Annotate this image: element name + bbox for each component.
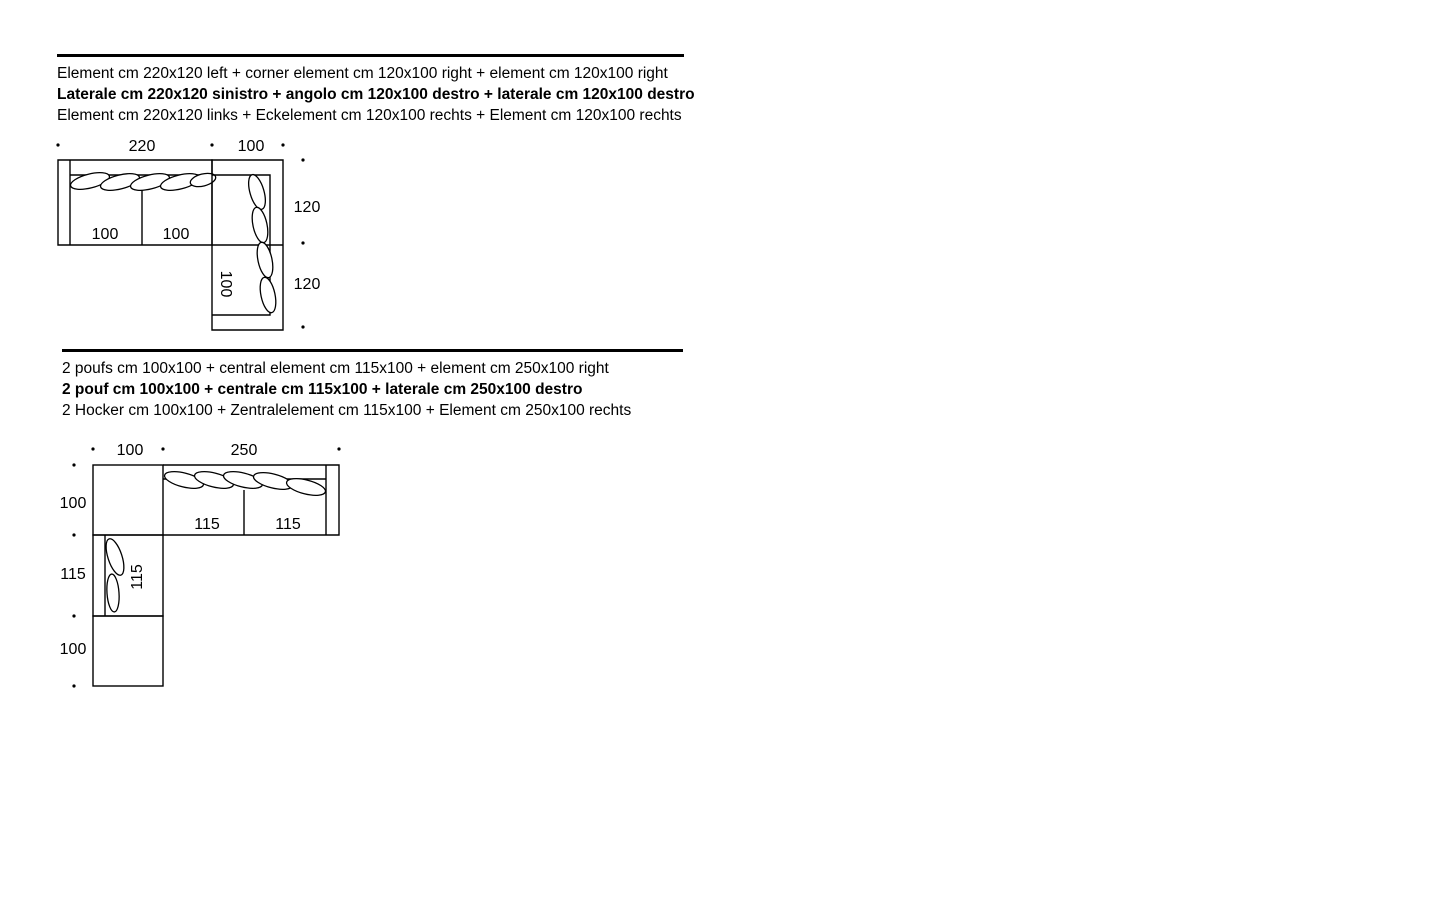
caption-english: Element cm 220x120 left + corner element cm 120x100 right + element cm 120x100 right bbox=[57, 65, 668, 82]
dim-label-left-top: 100 bbox=[59, 495, 87, 512]
caption-english: 2 poufs cm 100x100 + central element cm 115x100 + element cm 250x100 right bbox=[62, 360, 609, 377]
pouf-bottom bbox=[93, 616, 163, 686]
layout-2-plan-diagram bbox=[0, 0, 700, 700]
caption-italian: 2 pouf cm 100x100 + centrale cm 115x100 + laterale cm 250x100 destro bbox=[62, 381, 583, 398]
seat-label-vertical: 115 bbox=[129, 564, 146, 590]
dim-label-left-bottom: 100 bbox=[59, 641, 87, 658]
dim-label-top-left: 100 bbox=[116, 442, 144, 459]
pouf-top bbox=[93, 465, 163, 535]
caption-italian: Laterale cm 220x120 sinistro + angolo cm 120x100 destro + laterale cm 120x100 destro bbox=[57, 86, 695, 103]
dim-label-top-right: 250 bbox=[230, 442, 258, 459]
seat-label-2: 115 bbox=[275, 516, 301, 533]
seat-label-vertical: 100 bbox=[217, 270, 234, 298]
caption-german: 2 Hocker cm 100x100 + Zentralelement cm 115x100 + Element cm 250x100 rechts bbox=[62, 402, 632, 419]
dim-label-right-upper: 120 bbox=[293, 199, 321, 216]
seat-label-2: 100 bbox=[162, 226, 190, 243]
dim-label-left-mid: 115 bbox=[60, 566, 86, 583]
right-element-back-cushions bbox=[163, 468, 327, 498]
central-element-115x100 bbox=[93, 535, 163, 616]
dim-label-top-left: 220 bbox=[128, 138, 156, 155]
seat-label-1: 115 bbox=[194, 516, 220, 533]
seat-label-1: 100 bbox=[91, 226, 119, 243]
dim-label-right-lower: 120 bbox=[293, 276, 321, 293]
central-element-back-cushions bbox=[102, 537, 127, 613]
dim-label-top-right: 100 bbox=[237, 138, 265, 155]
caption-german: Element cm 220x120 links + Eckelement cm 120x100 rechts + Element cm 120x100 rechts bbox=[57, 107, 682, 124]
